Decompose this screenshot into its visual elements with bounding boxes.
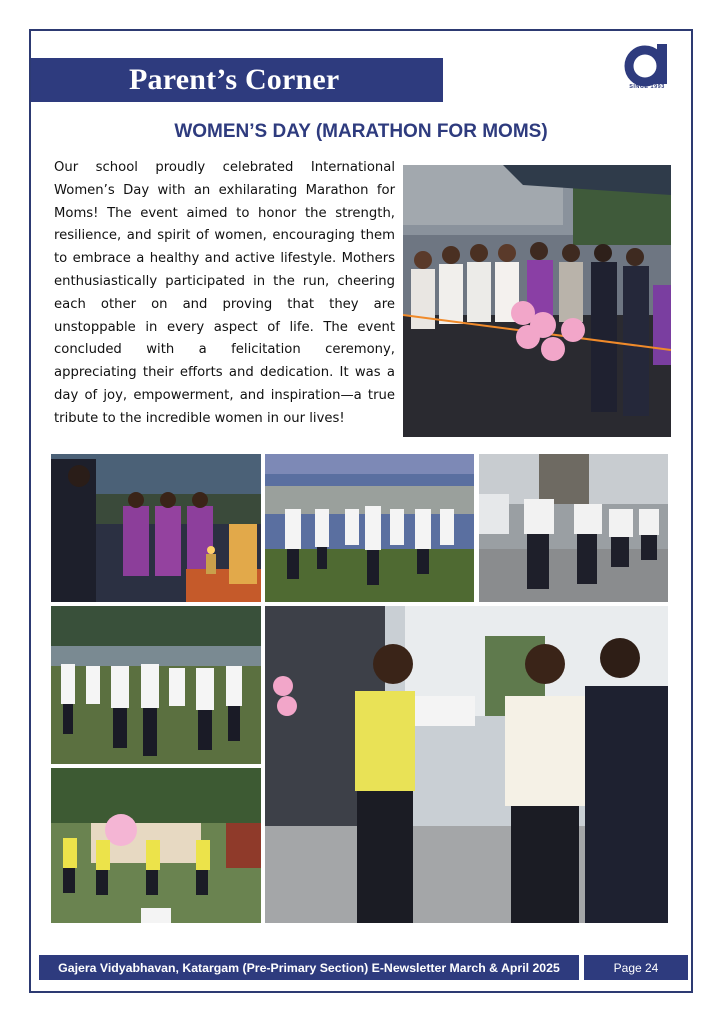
logo-tagline: SINCE 1993 <box>629 84 665 90</box>
banner-title: Parent’s Corner <box>129 63 340 96</box>
felicitation-photo <box>265 606 668 923</box>
page-number-box <box>584 955 688 980</box>
group-warmup-photo <box>265 454 474 602</box>
page-number: Page 24 <box>613 960 659 975</box>
parents-corner-banner <box>31 58 443 102</box>
mothers-running-photo <box>479 454 668 602</box>
exercise-session-photo <box>51 606 261 764</box>
dance-performance-photo <box>51 768 261 923</box>
article-title: WOMEN’S DAY (MARATHON FOR MOMS) <box>174 121 548 142</box>
article-body: Our school proudly celebrated International Women’s Day with an exhilarating Marathon for Moms! The event aimed to honor the strength, resilience, and spirit of women, encouraging them to embrace a healthy and active lifestyle. Mothers enthusiastically participated in the run, cheering each other on and proving that they are unstoppable in every aspect of life. The event concluded with a felicitation ceremony, appreciating their efforts and dedication. It was a day of joy, empowerment, and inspiration—a true tribute to the incredible women in our lives! <box>54 160 395 426</box>
lamp-lighting-photo <box>51 454 261 602</box>
newsletter-footer-text: Gajera Vidyabhavan, Katargam (Pre-Primary Section) E-Newsletter March & April 2025 <box>58 960 560 975</box>
ribbon-cutting-photo <box>403 165 671 437</box>
newsletter-footer <box>39 955 579 980</box>
